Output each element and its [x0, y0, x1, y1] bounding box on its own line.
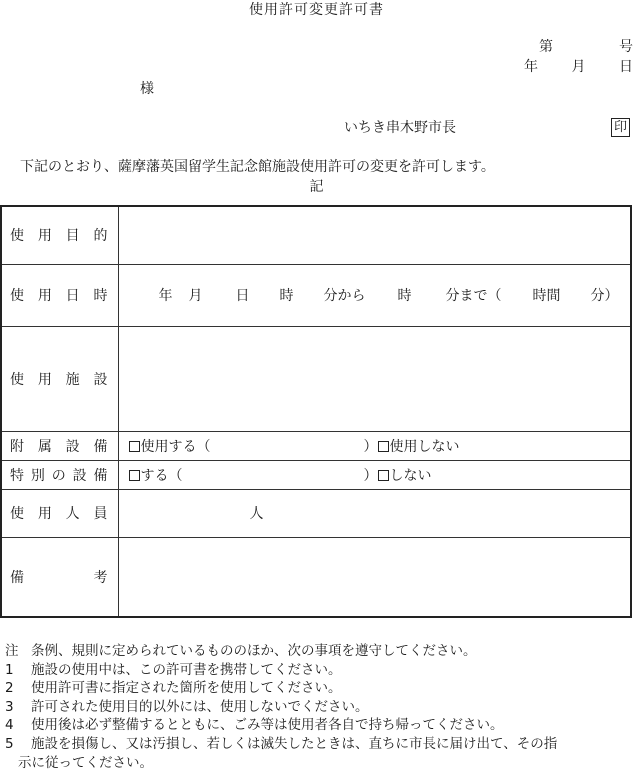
label-char: 員 — [93, 506, 108, 522]
label-char: 用 — [37, 228, 52, 245]
dt-day: 日 — [235, 288, 250, 304]
dt-hours: 時間 — [532, 288, 561, 304]
label-char: 使 — [10, 371, 24, 388]
note-item: 2 使用許可書に指定された箇所を使用してください。 — [5, 680, 342, 697]
note-item: 1 施設の使用中は、この許可書を携帯してください。 — [5, 661, 342, 678]
label-char: 用 — [37, 288, 52, 304]
dt-hour: 時 — [279, 288, 294, 304]
note-item-continuation: 示に従ってください。 — [18, 754, 153, 771]
label-char: 使 — [10, 288, 24, 304]
field-purpose[interactable] — [118, 206, 631, 264]
label-char: 別 — [30, 467, 45, 484]
special-detail-blank[interactable] — [183, 465, 364, 485]
label-remarks — [2, 567, 118, 587]
label-persons — [2, 503, 118, 523]
checkbox-icon[interactable] — [129, 470, 140, 481]
note-item: 5 施設を損傷し、又は汚損し、若しくは滅失したときは、直ちに市長に届け出て、その指 — [5, 735, 558, 752]
persons-unit: 人 — [249, 506, 264, 522]
special-no-use-option[interactable]: しない — [378, 465, 432, 485]
label-purpose — [2, 225, 118, 245]
note-item: 4 使用後は必ず整備するとともに、ごみ等は使用者各自で持ち帰ってください。 — [5, 717, 504, 734]
row-remarks — [1, 537, 631, 617]
label-char: 人 — [65, 506, 80, 522]
dt-minutes-close: 分） — [590, 288, 619, 304]
dt-to-hour: 時 — [397, 288, 412, 304]
addressee-suffix: 様 — [140, 81, 154, 97]
number-prefix: 第 — [539, 39, 553, 55]
special-use-option[interactable]: する（ — [129, 465, 183, 485]
label-char: 設 — [72, 467, 87, 484]
label-char: 目 — [65, 228, 80, 245]
date-day: 日 — [619, 59, 633, 75]
equipment-use-option[interactable]: 使用する（ — [129, 436, 211, 456]
label-char: 備 — [10, 569, 24, 586]
label-char: 時 — [93, 288, 108, 304]
label-char: の — [51, 467, 66, 484]
row-special: 特 別 の 設 備 する（ ） しない — [1, 460, 631, 489]
label-facility — [2, 369, 118, 389]
label-char: 的 — [93, 228, 108, 245]
document-title: 使用許可変更許可書 — [249, 2, 384, 18]
label-char: 考 — [93, 569, 108, 586]
checkbox-icon[interactable] — [129, 441, 140, 452]
dt-year: 年 — [158, 288, 173, 304]
label-char: 備 — [93, 438, 108, 455]
label-char: 用 — [37, 506, 52, 522]
permit-number — [539, 40, 633, 54]
intro-text: 下記のとおり、薩摩藩英国留学生記念館施設使用許可の変更を許可します。 — [20, 159, 495, 175]
label-char: 使 — [10, 228, 24, 245]
label-char: 特 — [10, 467, 24, 484]
label-char: 使 — [10, 506, 24, 522]
label-datetime — [2, 285, 118, 305]
label-char: 附 — [10, 438, 24, 455]
equipment-no-use-option[interactable]: 使用しない — [378, 436, 460, 456]
label-char: 設 — [65, 438, 80, 455]
checkbox-icon[interactable] — [378, 441, 389, 452]
permit-form-table — [0, 205, 632, 618]
row-purpose — [1, 206, 631, 264]
row-equipment: 附 属 設 備 使用する（ ） 使用しない — [1, 431, 631, 460]
dt-from: 分から — [323, 288, 366, 304]
label-char: 設 — [93, 371, 108, 388]
field-remarks[interactable] — [118, 537, 631, 617]
notes-section — [5, 642, 633, 772]
dt-until: 分まで（ — [445, 288, 502, 304]
note-item: 3 許可された使用目的以外には、使用しないでください。 — [5, 698, 369, 715]
field-facility[interactable] — [118, 326, 631, 431]
field-persons[interactable] — [118, 489, 631, 537]
label-char: 施 — [65, 371, 80, 388]
dt-month: 月 — [188, 288, 203, 304]
label-char: 属 — [37, 438, 52, 455]
row-persons — [1, 489, 631, 537]
number-suffix: 号 — [619, 39, 633, 55]
label-equipment — [2, 436, 118, 456]
equipment-detail-blank[interactable] — [211, 436, 364, 456]
row-facility — [1, 326, 631, 431]
seal-box: 印 — [611, 118, 630, 137]
ki-heading: 記 — [309, 179, 324, 195]
label-special — [2, 465, 118, 485]
label-char: 用 — [37, 371, 52, 388]
checkbox-icon[interactable] — [378, 470, 389, 481]
issuer-name: いちき串木野市長 — [344, 120, 456, 136]
field-datetime[interactable] — [118, 264, 631, 326]
row-datetime — [1, 264, 631, 326]
issue-date — [524, 60, 633, 74]
label-char: 日 — [65, 288, 80, 304]
date-month: 月 — [571, 59, 586, 75]
notes-header: 注 条例、規則に定められているもののほか、次の事項を遵守してください。 — [5, 643, 477, 659]
date-year: 年 — [524, 59, 538, 75]
label-char: 備 — [93, 467, 108, 484]
